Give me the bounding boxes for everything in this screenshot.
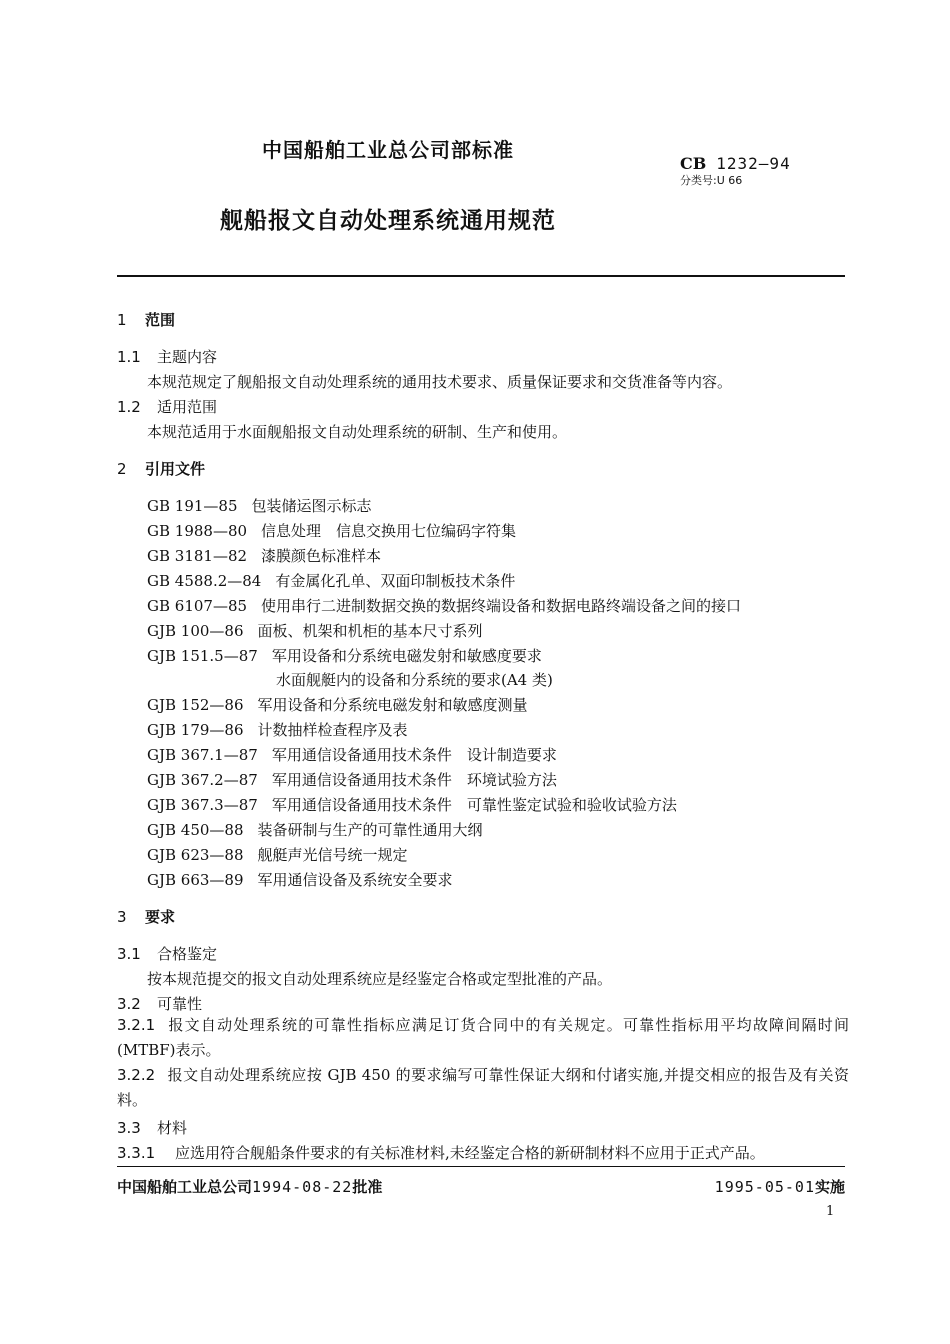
approval-suffix: 批准 bbox=[352, 1178, 383, 1196]
reference-code: GJB 152—86 bbox=[147, 696, 244, 714]
section-3-1-heading bbox=[117, 943, 217, 964]
reference-code: GJB 623—88 bbox=[147, 846, 244, 864]
effective-line bbox=[715, 1176, 845, 1197]
reference-item bbox=[147, 520, 516, 541]
section-number: 1.2 bbox=[117, 398, 141, 416]
paragraph-text: 应选用符合舰船条件要求的有关标准材料,未经鉴定合格的新研制材料不应用于正式产品。 bbox=[175, 1144, 765, 1162]
reference-item bbox=[147, 595, 741, 616]
reference-item-continuation bbox=[276, 669, 553, 690]
org-standard-heading: 中国船舶工业总公司部标准 bbox=[262, 138, 514, 162]
section-title: 可靠性 bbox=[157, 995, 203, 1013]
reference-title: 军用通信设备通用技术条件 环境试验方法 bbox=[271, 771, 557, 789]
reference-title: 水面舰艇内的设备和分系统的要求(A4 类) bbox=[276, 671, 553, 689]
page-number: 1 bbox=[826, 1204, 835, 1219]
section-title: 范围 bbox=[145, 311, 176, 329]
reference-code: GJB 100—86 bbox=[147, 622, 244, 640]
standard-code-prefix: CB bbox=[680, 154, 707, 173]
reference-title: 军用通信设备通用技术条件 可靠性鉴定试验和验收试验方法 bbox=[271, 796, 677, 814]
reference-item bbox=[147, 719, 408, 740]
section-title: 合格鉴定 bbox=[157, 945, 218, 963]
reference-code: GB 3181—82 bbox=[147, 547, 248, 565]
section-number: 3 bbox=[117, 908, 127, 926]
approval-org: 中国船舶工业总公司 bbox=[117, 1178, 253, 1196]
reference-title: 装备研制与生产的可靠性通用大纲 bbox=[257, 821, 483, 839]
section-number: 3.2.1 bbox=[117, 1016, 156, 1034]
reference-code: GJB 450—88 bbox=[147, 821, 244, 839]
reference-title: 使用串行二进制数据交换的数据终端设备和数据电路终端设备之间的接口 bbox=[261, 597, 742, 615]
section-1-heading bbox=[117, 309, 175, 330]
reference-item bbox=[147, 844, 408, 865]
paragraph-text: 报文自动处理系统应按 GJB 450 的要求编写可靠性保证大纲和付诸实施,并提交相应的报告及有关资料。 bbox=[117, 1066, 849, 1109]
section-number: 2 bbox=[117, 460, 127, 478]
reference-title: 面板、机架和机柜的基本尺寸系列 bbox=[257, 622, 483, 640]
section-number: 1 bbox=[117, 311, 127, 329]
section-1-1-heading bbox=[117, 346, 217, 367]
document-title: 舰船报文自动处理系统通用规范 bbox=[220, 208, 556, 234]
header-divider bbox=[117, 275, 845, 277]
reference-title: 军用设备和分系统电磁发射和敏感度测量 bbox=[257, 696, 528, 714]
reference-title: 有金属化孔单、双面印制板技术条件 bbox=[275, 572, 516, 590]
section-number: 3.1 bbox=[117, 945, 141, 963]
reference-code: GJB 151.5—87 bbox=[147, 647, 258, 665]
reference-code: GB 191—85 bbox=[147, 497, 238, 515]
reference-item bbox=[147, 769, 557, 790]
reference-item bbox=[147, 495, 372, 516]
reference-code: GJB 663—89 bbox=[147, 871, 244, 889]
section-title: 材料 bbox=[157, 1119, 188, 1137]
reference-item bbox=[147, 545, 381, 566]
section-3-3-1-paragraph bbox=[117, 1142, 765, 1163]
reference-code: GJB 367.2—87 bbox=[147, 771, 258, 789]
reference-item bbox=[147, 794, 677, 815]
section-3-2-1-paragraph bbox=[117, 1013, 849, 1063]
section-3-1-body: 按本规范提交的报文自动处理系统应是经鉴定合格或定型批准的产品。 bbox=[147, 970, 613, 988]
section-3-2-heading bbox=[117, 993, 202, 1014]
section-3-3-heading bbox=[117, 1117, 187, 1138]
section-3-2-2-paragraph bbox=[117, 1063, 849, 1113]
section-number: 3.3.1 bbox=[117, 1144, 156, 1162]
reference-code: GJB 367.3—87 bbox=[147, 796, 258, 814]
section-title: 主题内容 bbox=[157, 348, 218, 366]
section-title: 适用范围 bbox=[157, 398, 218, 416]
section-3-heading bbox=[117, 906, 175, 927]
approval-date: 1994-08-22 bbox=[252, 1178, 353, 1196]
reference-title: 军用通信设备及系统安全要求 bbox=[257, 871, 453, 889]
standard-code bbox=[680, 154, 791, 173]
paragraph-text: 报文自动处理系统的可靠性指标应满足订货合同中的有关规定。可靠性指标用平均故障间隔时间(MTBF)表示。 bbox=[117, 1016, 849, 1059]
reference-item bbox=[147, 744, 557, 765]
reference-code: GJB 179—86 bbox=[147, 721, 244, 739]
reference-code: GJB 367.1—87 bbox=[147, 746, 258, 764]
section-number: 3.2 bbox=[117, 995, 141, 1013]
reference-item bbox=[147, 645, 542, 666]
reference-title: 计数抽样检查程序及表 bbox=[257, 721, 408, 739]
footer-divider bbox=[117, 1166, 845, 1167]
reference-title: 舰艇声光信号统一规定 bbox=[257, 846, 408, 864]
reference-code: GB 6107—85 bbox=[147, 597, 248, 615]
section-number: 3.2.2 bbox=[117, 1066, 156, 1084]
section-2-heading bbox=[117, 458, 205, 479]
approval-line bbox=[117, 1176, 382, 1197]
reference-item bbox=[147, 819, 483, 840]
reference-code: GB 4588.2—84 bbox=[147, 572, 262, 590]
section-number: 1.1 bbox=[117, 348, 141, 366]
reference-item bbox=[147, 620, 483, 641]
reference-item bbox=[147, 869, 453, 890]
reference-title: 包装储运图示标志 bbox=[251, 497, 372, 515]
reference-title: 军用通信设备通用技术条件 设计制造要求 bbox=[271, 746, 557, 764]
section-title: 引用文件 bbox=[145, 460, 206, 478]
reference-title: 军用设备和分系统电磁发射和敏感度要求 bbox=[271, 647, 542, 665]
effective-suffix: 实施 bbox=[814, 1178, 845, 1196]
standard-code-number: 1232—94 bbox=[716, 154, 791, 173]
section-1-1-body: 本规范规定了舰船报文自动处理系统的通用技术要求、质量保证要求和交货准备等内容。 bbox=[147, 373, 733, 391]
reference-code: GB 1988—80 bbox=[147, 522, 248, 540]
section-1-2-heading bbox=[117, 396, 217, 417]
reference-item bbox=[147, 570, 515, 591]
section-number: 3.3 bbox=[117, 1119, 141, 1137]
section-title: 要求 bbox=[145, 908, 176, 926]
reference-title: 信息处理 信息交换用七位编码字符集 bbox=[261, 522, 517, 540]
classification-number: 分类号:U 66 bbox=[680, 174, 743, 187]
section-1-2-body: 本规范适用于水面舰船报文自动处理系统的研制、生产和使用。 bbox=[147, 423, 568, 441]
effective-date: 1995-05-01 bbox=[714, 1178, 815, 1196]
reference-title: 漆膜颜色标准样本 bbox=[261, 547, 382, 565]
reference-item bbox=[147, 694, 528, 715]
